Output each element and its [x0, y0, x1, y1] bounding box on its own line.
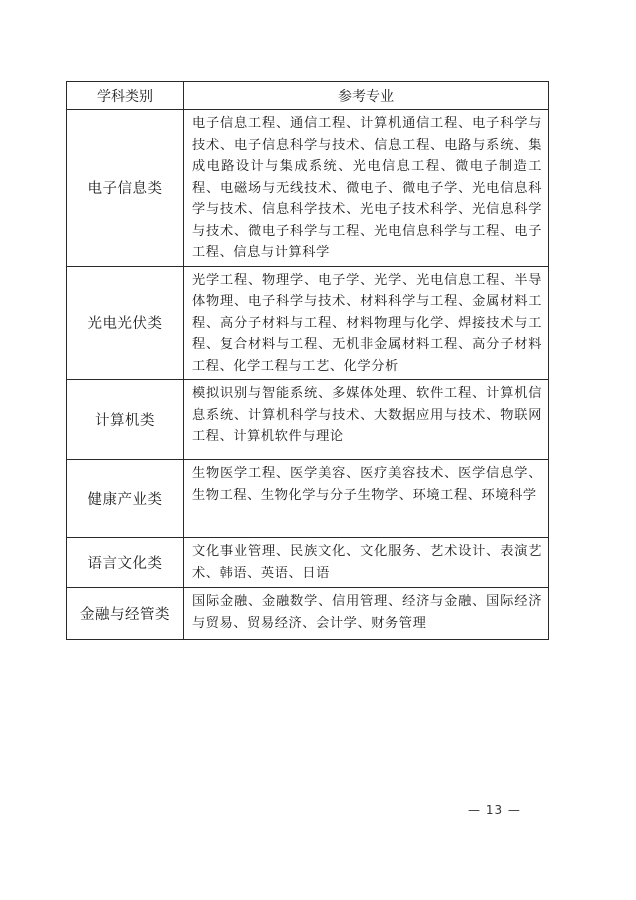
- table-row: [67, 380, 549, 460]
- table-row: [67, 266, 549, 380]
- table-row: [67, 460, 549, 538]
- table-row: [67, 538, 549, 588]
- table-row: [67, 588, 549, 640]
- table-row: [67, 110, 549, 267]
- category-cell: 光电光伏类: [67, 266, 184, 380]
- table-header-row: [67, 82, 549, 110]
- header-category: 学科类别: [67, 82, 184, 110]
- header-majors: 参考专业: [184, 82, 549, 110]
- majors-cell: 国际金融、金融数学、信用管理、经济与金融、国际经济与贸易、贸易经济、会计学、财务管理: [184, 588, 549, 640]
- category-cell: 金融与经管类: [67, 588, 184, 640]
- majors-cell: 电子信息工程、通信工程、计算机通信工程、电子科学与技术、电子信息科学与技术、信息工程、电路与系统、集成电路设计与集成系统、光电信息工程、微电子制造工程、电磁场与无线技术、微电子、微电子学、光电信息科学与技术、信息科学技术、光电子技术科学、光信息科学与技术、微电子科学与工程、光电信息科学与工程、电子工程、信息与计算科学: [184, 110, 549, 267]
- majors-cell: 光学工程、物理学、电子学、光学、光电信息工程、半导体物理、电子科学与技术、材料科学与工程、金属材料工程、高分子材料与工程、材料物理与化学、焊接技术与工程、复合材料与工程、无机非金属材料工程、高分子材料工程、化学工程与工艺、化学分析: [184, 266, 549, 380]
- category-cell: 电子信息类: [67, 110, 184, 267]
- majors-cell: 模拟识别与智能系统、多媒体处理、软件工程、计算机信息系统、计算机科学与技术、大数据应用与技术、物联网工程、计算机软件与理论: [184, 380, 549, 460]
- majors-cell: 生物医学工程、医学美容、医疗美容技术、医学信息学、生物工程、生物化学与分子生物学、环境工程、环境科学: [184, 460, 549, 538]
- category-cell: 计算机类: [67, 380, 184, 460]
- category-cell: 健康产业类: [67, 460, 184, 538]
- page-number: — 13 —: [468, 803, 521, 817]
- majors-cell: 文化事业管理、民族文化、文化服务、艺术设计、表演艺术、韩语、英语、日语: [184, 538, 549, 588]
- category-cell: 语言文化类: [67, 538, 184, 588]
- majors-table: [66, 81, 549, 640]
